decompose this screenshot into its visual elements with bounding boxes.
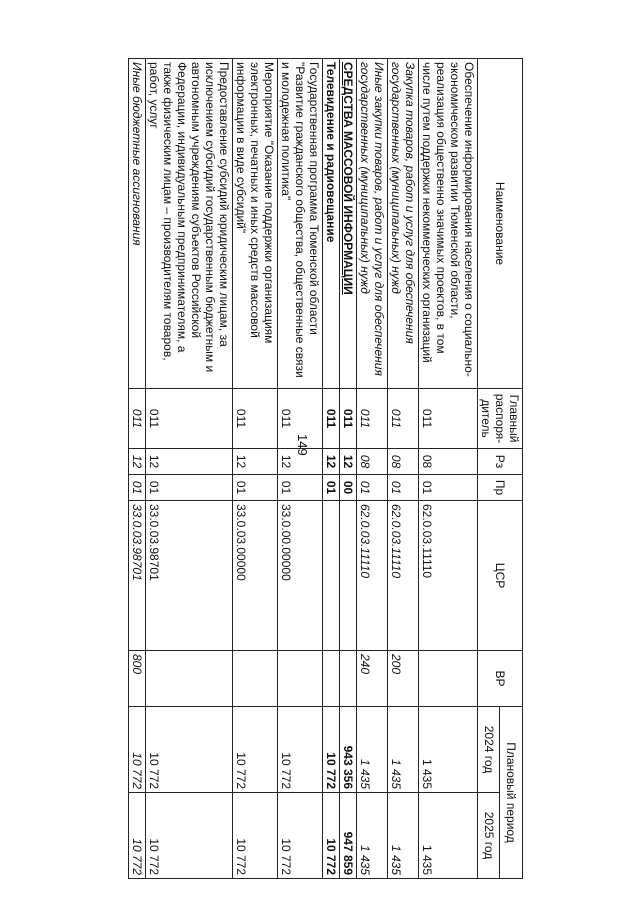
cell-pr: 01	[388, 475, 419, 501]
header-rz: Рз	[478, 449, 523, 475]
cell-y2024: 1 435	[419, 707, 478, 793]
cell-csr: 62.0.03.11110	[388, 501, 419, 651]
table-row	[388, 59, 419, 879]
cell-y2024: 10 772	[233, 707, 278, 793]
cell-csr	[323, 501, 340, 651]
cell-csr: 62.0.03.11110	[357, 501, 388, 651]
cell-y2025: 10 772	[146, 793, 233, 879]
table-row	[340, 59, 357, 879]
cell-vr: 200	[388, 651, 419, 707]
header-vr: ВР	[478, 651, 523, 707]
cell-rz: 12	[129, 449, 146, 475]
cell-vr	[323, 651, 340, 707]
cell-y2025: 1 435	[388, 793, 419, 879]
cell-name: Иные закупки товаров, работ и услуг для обеспечения государственных (муниципальных) нужд	[357, 59, 388, 389]
header-plan-period: Плановый период	[500, 707, 523, 879]
cell-name: Обеспечение информирования населения о социально-экономическом развитии Тюменской области, реализация общественно значимых проектов, в том числе путем поддержки некоммерческих организаций	[419, 59, 478, 389]
table-row	[233, 59, 278, 879]
header-csr: ЦСР	[478, 501, 523, 651]
cell-rz: 08	[419, 449, 478, 475]
cell-vr: 240	[357, 651, 388, 707]
cell-chief: 011	[146, 389, 233, 449]
cell-vr	[340, 651, 357, 707]
cell-vr	[419, 651, 478, 707]
cell-name: Иные бюджетные ассигнования	[129, 59, 146, 389]
cell-y2025: 10 772	[278, 793, 323, 879]
cell-y2025: 10 772	[323, 793, 340, 879]
cell-y2025: 947 859	[340, 793, 357, 879]
cell-y2024: 943 356	[340, 707, 357, 793]
table-row	[357, 59, 388, 879]
cell-y2024: 10 772	[146, 707, 233, 793]
cell-pr: 01	[129, 475, 146, 501]
cell-rz: 12	[323, 449, 340, 475]
cell-csr	[340, 501, 357, 651]
cell-chief: 011	[388, 389, 419, 449]
header-2024: 2024 год	[478, 707, 501, 793]
cell-name: Телевидение и радиовещание	[323, 59, 340, 389]
cell-name: Мероприятие "Оказание поддержки организациям электронных, печатных и иных средств массовой информации в виде субсидий"	[233, 59, 278, 389]
cell-rz: 12	[233, 449, 278, 475]
cell-vr	[233, 651, 278, 707]
cell-y2025: 10 772	[233, 793, 278, 879]
cell-pr: 01	[146, 475, 233, 501]
table-body	[129, 59, 478, 879]
cell-csr: 33.0.03.98701	[129, 501, 146, 651]
cell-y2025: 10 772	[129, 793, 146, 879]
cell-csr: 33.0.03.00000	[233, 501, 278, 651]
cell-y2024: 1 435	[357, 707, 388, 793]
header-pr: Пр	[478, 475, 523, 501]
cell-chief: 011	[129, 389, 146, 449]
table-row	[129, 59, 146, 879]
cell-vr	[278, 651, 323, 707]
cell-pr: 00	[340, 475, 357, 501]
cell-y2025: 1 435	[419, 793, 478, 879]
cell-csr: 33.0.03.98701	[146, 501, 233, 651]
cell-y2024: 1 435	[388, 707, 419, 793]
cell-chief: 011	[357, 389, 388, 449]
cell-rz: 12	[146, 449, 233, 475]
budget-table-container	[123, 58, 523, 878]
table-row	[278, 59, 323, 879]
table-row	[146, 59, 233, 879]
table-row	[323, 59, 340, 879]
cell-y2024: 10 772	[278, 707, 323, 793]
cell-rz: 08	[357, 449, 388, 475]
cell-y2024: 10 772	[129, 707, 146, 793]
cell-name: СРЕДСТВА МАССОВОЙ ИНФОРМАЦИИ	[340, 59, 357, 389]
cell-vr	[146, 651, 233, 707]
cell-chief: 011	[419, 389, 478, 449]
cell-vr: 800	[129, 651, 146, 707]
cell-csr: 62.0.03.11110	[419, 501, 478, 651]
header-chief: Главный распоря-дитель	[478, 389, 523, 449]
cell-rz: 12	[340, 449, 357, 475]
cell-chief: 011	[323, 389, 340, 449]
cell-name: Закупка товаров, работ и услуг для обеспечения государственных (муниципальных) нужд	[388, 59, 419, 389]
cell-chief: 011	[340, 389, 357, 449]
cell-name: Предоставление субсидий юридическим лицам, за исключением субсидий государственным бюджетным и автономным учреждениям субъектов Российской Федерации, индивидуальным предпринимателям, а также физическим лицам – производителям товаров, работ, услуг	[146, 59, 233, 389]
cell-chief: 011	[278, 389, 323, 449]
table-row	[419, 59, 478, 879]
cell-csr: 33.0.00.00000	[278, 501, 323, 651]
cell-pr: 01	[323, 475, 340, 501]
cell-pr: 01	[278, 475, 323, 501]
budget-table	[128, 58, 523, 879]
cell-pr: 01	[357, 475, 388, 501]
cell-pr: 01	[233, 475, 278, 501]
cell-rz: 08	[388, 449, 419, 475]
cell-name: Государственная программа Тюменской области "Развитие гражданского общества, общественные связи и молодежная политика"	[278, 59, 323, 389]
cell-pr: 01	[419, 475, 478, 501]
header-2025: 2025 год	[478, 793, 501, 879]
cell-y2025: 1 435	[357, 793, 388, 879]
cell-chief: 011	[233, 389, 278, 449]
cell-rz: 12	[278, 449, 323, 475]
cell-y2024: 10 772	[323, 707, 340, 793]
header-name: Наименование	[478, 59, 523, 389]
page-number: 149	[295, 434, 310, 456]
